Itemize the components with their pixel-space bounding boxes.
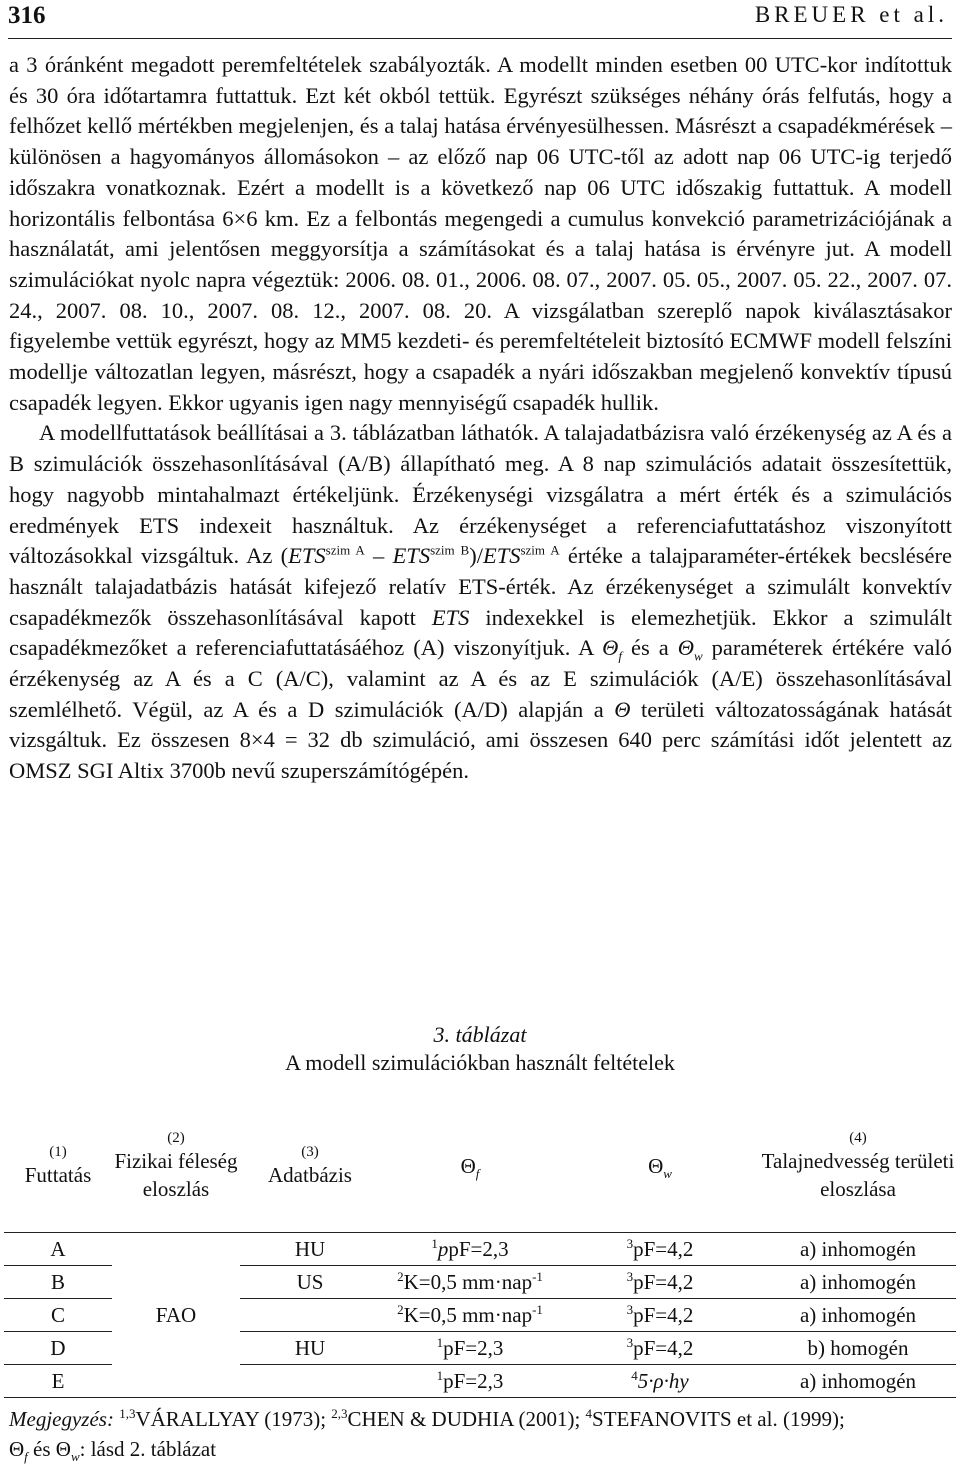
table-row: D HU $^1$pF=2,3 $^3$pF=4,2 b) homogén [4, 1332, 956, 1365]
paragraph-1: a 3 óránként megadott peremfeltételek szabályozták. A modellt minden esetben 00 UTC-kor indítottuk és 30 óra időtartamra futtattuk. Ezt két okból tettük. Egyrészt szükséges néhány órás felfutás, hogy a felhőzet kellő mértékben megjelenjen, és a talaj hatása érvényesülhessen. Másrészt a csapadékmérések – különösen a hagyományos állomásokon – az előző nap 06 UTC-től az adott nap 06 UTC-ig terjedő időszakra vonatkoznak. Ezért a modellt is a következő nap 06 UTC időszakig futtattuk. A modell horizontális felbontása 6×6 km. Ez a felbontás megengedi a cumulus konvekció parametrizációjának a használatát, ami jelentősen meggyorsítja a számításokat és a talaj hatása is érvényre jut. A modell szimulációkat nyolc napra végeztük: 2006. 08. 01., 2006. 08. 07., 2007. 05. 05., 2007. 05. 22., 2007. 07. 24., 2007. 08. 10., 2007. 08. 12., 2007. 08. 20. A vizsgálatban szereplő napok kiválasztásakor figyelembe vettük egyrészt, hogy az MM5 kezdeti- és peremfeltételeit biztosító ECMWF modell felszíni modellje változatlan legyen, másrészt, hogy a csapadék a nyári időszakban megjelenő konvektív típusú csapadék legyen. Ekkor ugyanis igen nagy mennyiségű csapadék hullik. [9, 52, 952, 415]
header-run: (1) Futtatás [4, 1100, 112, 1233]
body-text [9, 50, 952, 787]
table-header-row [4, 1100, 956, 1233]
table-row: B US $^2$K=0,5 mm·nap$^{-1}$ $^3$pF=4,2 a) inhomogén [4, 1266, 956, 1299]
header-moisture: (4) Talajnedvesség területi eloszlása [760, 1100, 956, 1233]
header-theta-f: $\Theta_f$ [380, 1100, 560, 1233]
table-row: A FAO HU $^1$ppF=2,3 $^3$pF=4,2 a) inhomogén [4, 1233, 956, 1266]
paragraph-2: A modellfuttatások beállításai a 3. táblázatban láthatók. A talajadatbázisra való érzékenység az A és a B szimulációk összehasonlításával (A/B) állapítható meg. A 8 nap szimulációs adatait összesítettük, hogy nagyobb mintahalmazt értékeljünk. Érzékenységi vizsgálatra a mért érték és a szimulációs eredmények ETS indexeit használtuk. Az érzékenységet a referenciafuttatáshoz viszonyított változásokkal vizsgáltuk. Az $(ETS^{szim A} - ETS^{szim B})/ETS^{szim A}$ értéke a talajparaméter-értékek becslésére használt talajadatbázis hatását kifejező relatív ETS-érték. Az érzékenységet a szimulált konvektív csapadékmezők összehasonlításával kapott ETS indexekkel is elemezhetjük. Ekkor a szimulált csapadékmezőket a referenciafuttatásáéhoz (A) viszonyítjuk. A $\Theta_f$ és a $\Theta_w$ paraméterek értékére való érzékenység az A és a C (A/C), valamint az A és az E szimulációk (A/E) összehasonlításával szemlélhető. Végül, az A és a D szimulációk (A/D) alapján a Θ területi változatosságának hatását vizsgáltuk. Ez összesen 8×4 = 32 db szimuláció, ami összesen 640 perc számítási időt jelentett az OMSZ SGI Altix 3700b nevű szuperszámítógépén. [9, 420, 952, 784]
note-label: Megjegyzés: [9, 1407, 114, 1431]
page-header [8, 2, 948, 36]
table-row: E $^1$pF=2,3 $^4$5·ρ·hy a) inhomogén [4, 1365, 956, 1398]
header-physical: (2) Fizikai féleség eloszlás [112, 1100, 240, 1233]
table-row: C $^2$K=0,5 mm·nap$^{-1}$ $^3$pF=4,2 a) inhomogén [4, 1299, 956, 1332]
header-theta-w: $\Theta_w$ [560, 1100, 760, 1233]
page-number: 316 [8, 2, 46, 29]
physical-cell: FAO [112, 1233, 240, 1398]
header-database: (3) Adatbázis [240, 1100, 380, 1233]
table-number: 3. táblázat [433, 1022, 527, 1047]
header-rule [8, 38, 952, 39]
conditions-table [4, 1100, 956, 1398]
running-head: BREUER et al. [754, 2, 948, 27]
table-note: Megjegyzés: $^{1,3}$VÁRALLYAY (1973); $^{2,3}$CHEN & DUDHIA (2001); $^4$STEFANOVITS et al. (1999); $\Theta_f$ és $\Theta_w$: lásd 2. táblázat [9, 1406, 845, 1465]
table-title: A modell szimulációkban használt feltételek [285, 1050, 675, 1075]
